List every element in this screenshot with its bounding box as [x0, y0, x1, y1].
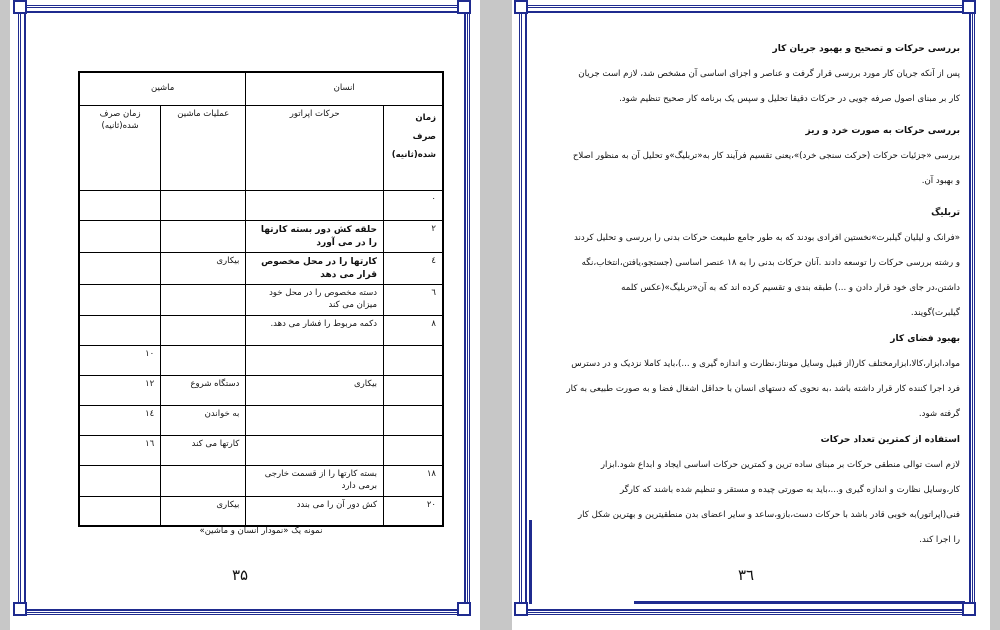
table-row [79, 376, 443, 406]
operator-move-cell: کش دور آن را می بندد [246, 496, 384, 526]
machine-time-cell: ۱۰ [79, 346, 161, 376]
paragraph-line: داشتن،در جای خود قرار دادن و ...) طبقه بندی و تقسیم کرده اند که به آن«تربلیگ»(عکس کلمه [621, 283, 960, 293]
table-row [79, 436, 443, 466]
machine-op-cell [161, 316, 246, 346]
operator-time-cell: ۰ [384, 191, 443, 221]
machine-time-cell [79, 221, 161, 253]
border-corner [457, 602, 471, 616]
operator-time-cell: ٤ [384, 253, 443, 285]
machine-time-cell [79, 466, 161, 497]
machine-op-cell [161, 221, 246, 253]
machine-op-cell: بیکاری [161, 496, 246, 526]
table-row [79, 466, 443, 497]
paragraph-line: لازم است توالی منطقی حرکات بر مبنای ساده ترین و کمترین حرکات اساسی ایجاد و ابداع شود.ابزار [600, 460, 960, 470]
operator-time-cell: ۸ [384, 316, 443, 346]
table-row [79, 285, 443, 316]
section-heading: بررسی حرکات به صورت خرد و ریز [805, 126, 960, 136]
machine-op-cell [161, 466, 246, 497]
machine-time-cell: ١٦ [79, 436, 161, 466]
paragraph-line: مواد،ابزار،کالا،ابزارمختلف کار(از قبیل وسایل مونتاژ،نظارت و اندازه گیری و ...)،باید کاملا نزدیک و در دسترس [571, 359, 960, 369]
table-row [79, 191, 443, 221]
table-row [79, 221, 443, 253]
machine-time-cell [79, 253, 161, 285]
paragraph-line: کار بر مبنای اصول صرفه جویی در حرکات دقیقا تحلیل و سپس یک برنامه کار صحیح تنظیم شود. [619, 94, 960, 104]
paragraph-line: کار،وسایل نظارت و اندازه گیری و...،باید به صورتی چیده و مستقر و تنظیم شده باشند که کارگر [619, 485, 960, 495]
table-caption: نمونه یک «نمودار انسان و ماشین» [199, 526, 323, 536]
paragraph-line: فرد اجرا کننده کار قرار داشته باشد ،به نحوی که دستهای انسان با حداقل اشغال فضا و به صورت طبیعی به کار [566, 384, 960, 394]
table-row [79, 406, 443, 436]
table-row [79, 253, 443, 285]
paragraph-line: را اجرا کند. [919, 535, 960, 545]
operator-time-header: زمان صرف شده(ثانیه) [384, 106, 443, 191]
operator-move-cell: حلقه کش دور بسته کارتها را در می آورد [246, 221, 384, 253]
machine-op-cell: کارتها می کند [161, 436, 246, 466]
paragraph-line: و بهبود آن. [921, 176, 960, 186]
border-corner [962, 0, 976, 14]
machine-ops-header: عملیات ماشین [161, 106, 246, 191]
paragraph-line: بررسی «جزئیات حرکات (حرکت سنجی خرد)»،یعنی تقسیم فرآیند کار به«تربلیگ»و تحلیل آن به منظور اصلاح [572, 151, 960, 161]
machine-time-header: زمان صرف شده(ثانیه) [79, 106, 161, 191]
operator-move-cell: کارتها را در محل مخصوص قرار می دهد [246, 253, 384, 285]
machine-group-header: ماشین [79, 72, 246, 106]
machine-time-cell [79, 316, 161, 346]
decorative-bar [634, 601, 965, 604]
paragraph-line: و رشته بررسی حرکات را توسعه دادند .آنان حرکات بدنی را به ۱۸ عنصر اساسی (جستجو،یافتن،انتخاب،نگه [581, 258, 960, 268]
machine-time-cell [79, 191, 161, 221]
operator-move-cell [246, 191, 384, 221]
border-corner [13, 602, 27, 616]
operator-move-cell: دسته مخصوص را در محل خود میزان می کند [246, 285, 384, 316]
operator-move-cell [246, 436, 384, 466]
operator-moves-header: حرکات اپراتور [246, 106, 384, 191]
operator-time-cell: ٦ [384, 285, 443, 316]
border-corner [13, 0, 27, 14]
page-number: ۳۵ [232, 566, 249, 584]
section-heading: بهبود فضای کار [890, 334, 960, 344]
operator-move-cell [246, 346, 384, 376]
paragraph-line: گیلبرت)گویند. [910, 308, 960, 318]
machine-time-cell: ۱۲ [79, 376, 161, 406]
machine-time-cell: ١٤ [79, 406, 161, 436]
machine-op-cell: به خواندن [161, 406, 246, 436]
paragraph-line: «فرانک و لیلیان گیلبرت»نخستین افرادی بودند که به طور جامع طبیعت حرکات بدنی را بررسی و تحلیل کردند [574, 233, 960, 243]
paragraph-line: پس از آنکه جریان کار مورد بررسی قرار گرفت و عناصر و اجزای اساسی آن مشخص شد، لازم است جریان [578, 69, 960, 79]
operator-move-cell: بیکاری [246, 376, 384, 406]
human-machine-chart-table [78, 71, 444, 527]
paragraph-line: گرفته شود. [918, 409, 960, 419]
operator-time-cell [384, 346, 443, 376]
machine-op-cell [161, 346, 246, 376]
border-corner [457, 0, 471, 14]
machine-op-cell [161, 285, 246, 316]
operator-time-cell: ۲۰ [384, 496, 443, 526]
machine-op-cell: دستگاه شروع [161, 376, 246, 406]
table-row [79, 496, 443, 526]
operator-time-cell: ۱۸ [384, 466, 443, 497]
table-row [79, 346, 443, 376]
section-heading: تربلیگ [931, 208, 960, 218]
border-corner [962, 602, 976, 616]
page-number: ۳٦ [738, 566, 755, 584]
border-corner [514, 602, 528, 616]
paragraph-line: فنی(اپراتور)به خوبی قادر باشد با حرکات دست،بازو،ساعد و سایر اعضای بدن منطقیترین و بهترین شکل کار [578, 510, 960, 520]
operator-move-cell: دکمه مربوط را فشار می دهد. [246, 316, 384, 346]
page-35 [10, 0, 480, 630]
section-heading: استفاده از کمترین تعداد حرکات [820, 435, 960, 445]
machine-time-cell [79, 285, 161, 316]
table-row [79, 316, 443, 346]
border-corner [514, 0, 528, 14]
machine-op-cell [161, 191, 246, 221]
machine-time-cell [79, 496, 161, 526]
human-group-header: انسان [246, 72, 443, 106]
operator-time-cell: ۲ [384, 221, 443, 253]
decorative-bar [529, 520, 532, 604]
operator-time-cell [384, 406, 443, 436]
operator-move-cell [246, 406, 384, 436]
page-36 [512, 0, 990, 630]
operator-move-cell: بسته کارتها را از قسمت خارجی برمی دارد [246, 466, 384, 497]
operator-time-cell [384, 436, 443, 466]
section-heading: بررسی حرکات و تصحیح و بهبود جریان کار [772, 44, 960, 54]
machine-op-cell: بیکاری [161, 253, 246, 285]
operator-time-cell [384, 376, 443, 406]
